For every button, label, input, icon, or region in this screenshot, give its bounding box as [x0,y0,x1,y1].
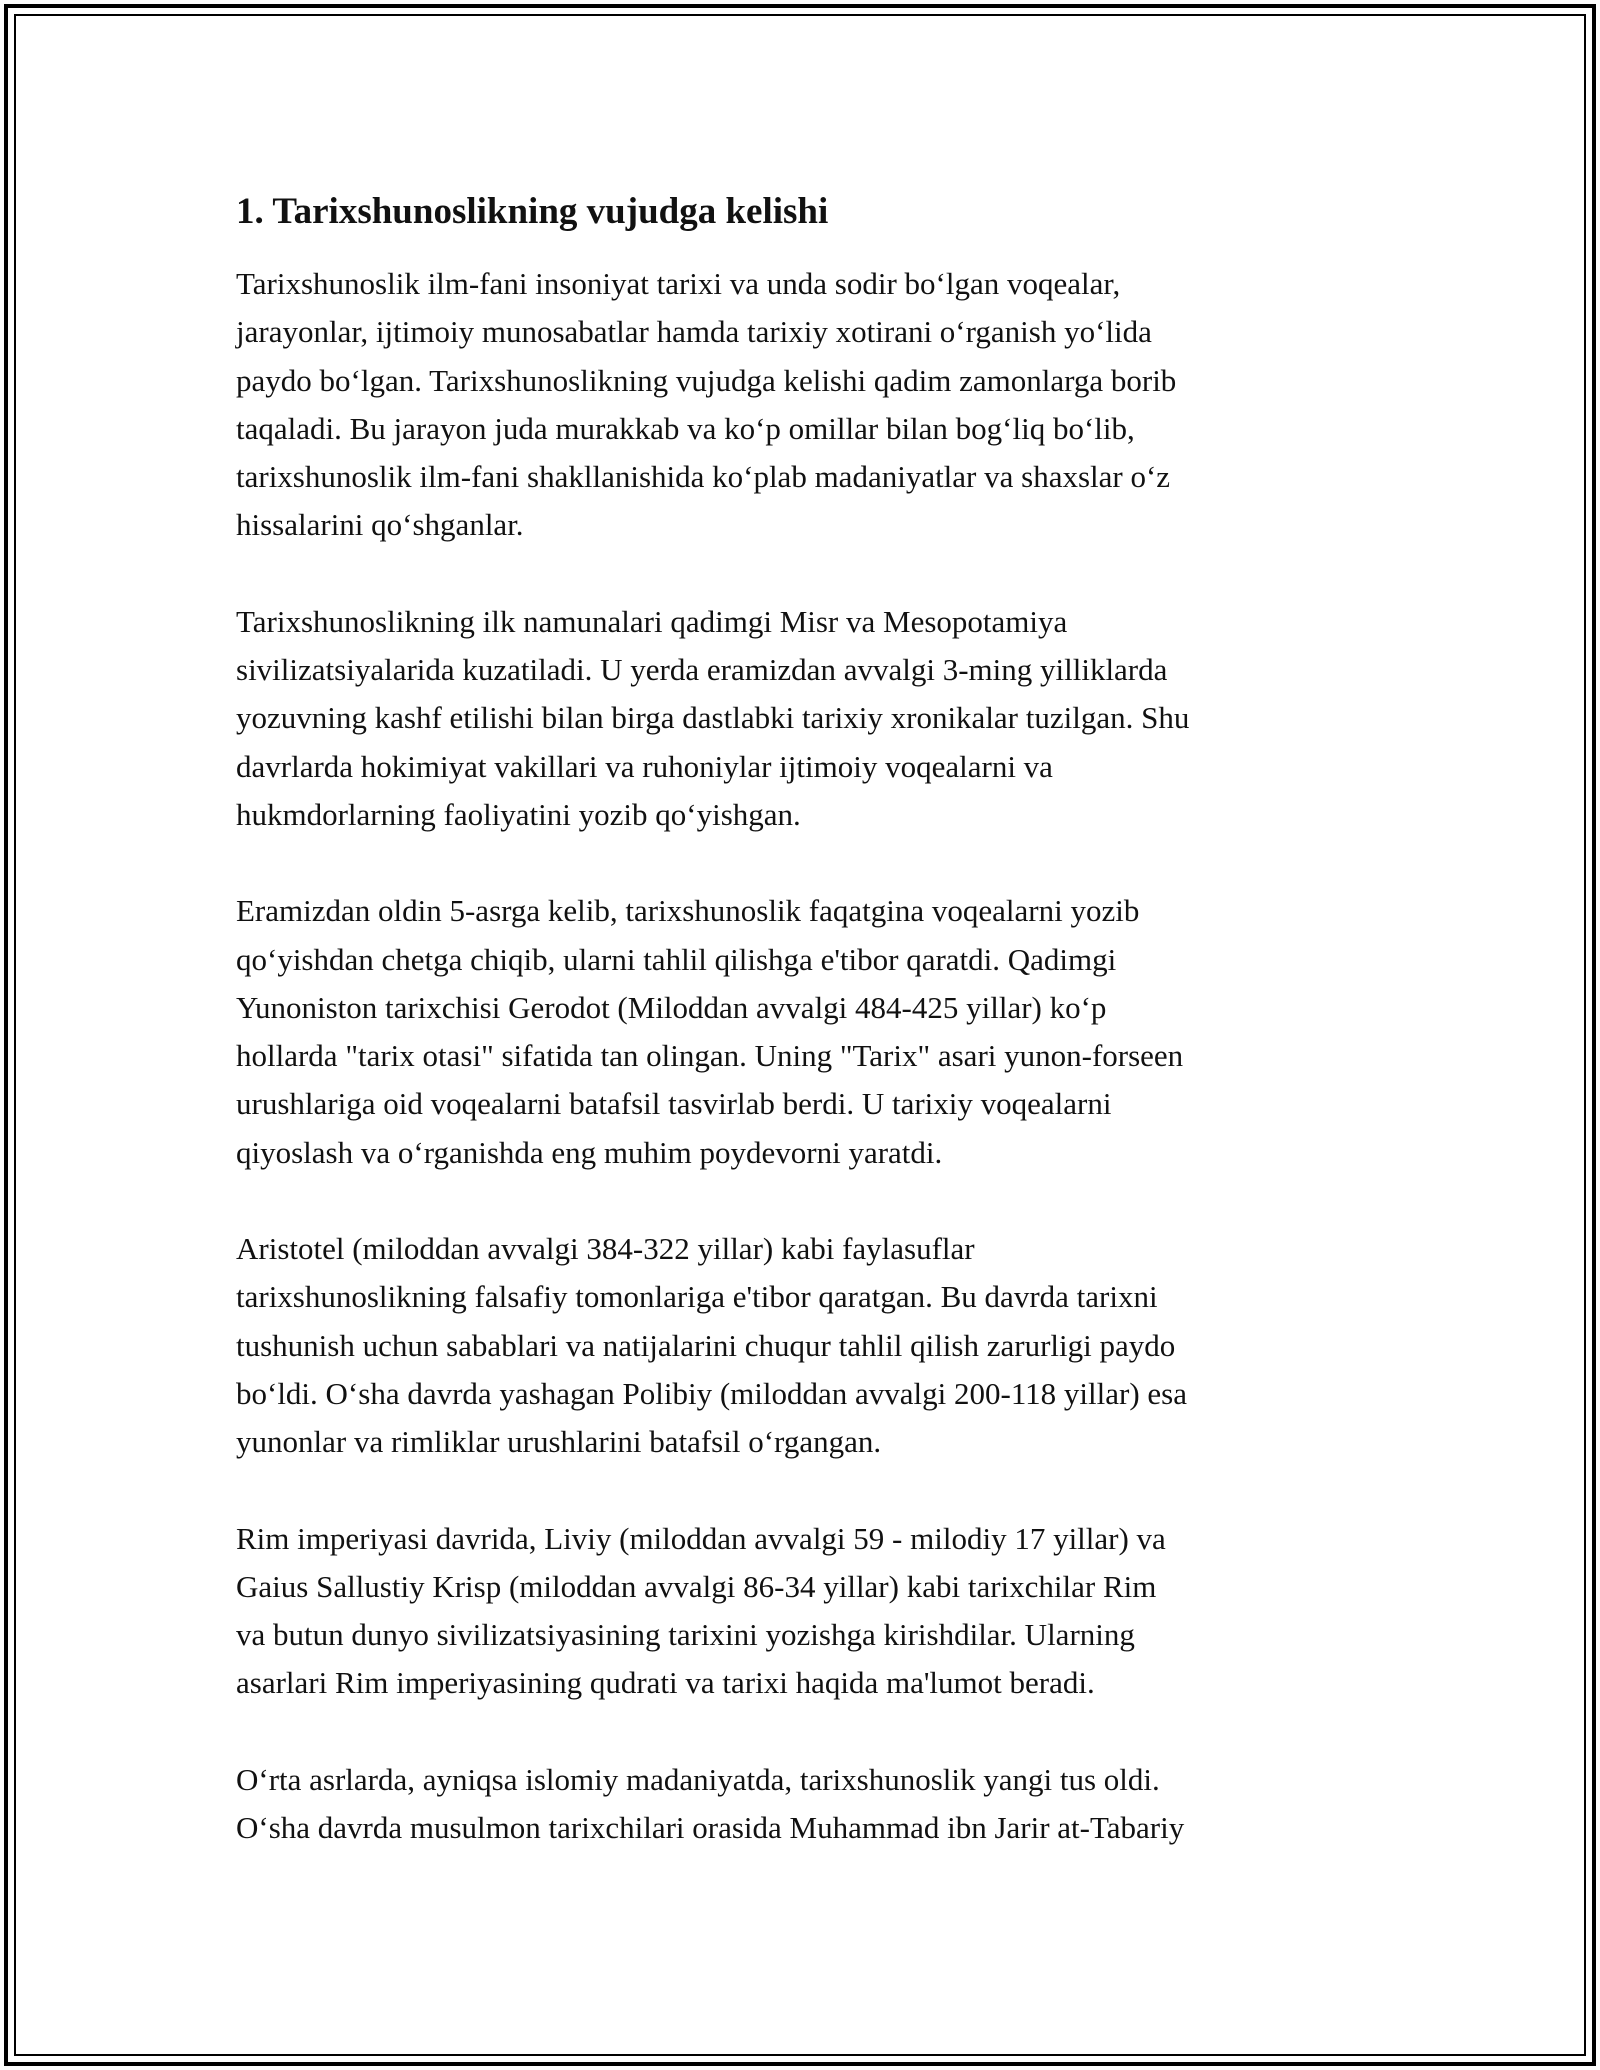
text-line: Gaius Sallustiy Krisp (miloddan avvalgi 86-34 yillar) kabi tarixchilar Rim [236,1568,1157,1604]
text-line: qo‘yishdan chetga chiqib, ularni tahlil qilishga e'tibor qaratdi. Qadimgi [236,941,1117,977]
text-line: O‘rta asrlarda, ayniqsa islomiy madaniyatda, tarixshunoslik yangi tus oldi. [236,1761,1160,1797]
paragraph-5 [236,1515,1386,1708]
text-line: yozuvning kashf etilishi bilan birga dastlabki tarixiy xronikalar tuzilgan. Shu [236,700,1190,736]
text-line: hukmdorlarning faoliyatini yozib qo‘yishgan. [236,796,801,832]
paragraph-4 [236,1225,1386,1466]
text-line: Tarixshunoslikning ilk namunalari qadimgi Misr va Mesopotamiya [236,603,1068,639]
text-line: Yunoniston tarixchisi Gerodot (Miloddan avvalgi 484-425 yillar) ko‘p [236,989,1107,1025]
text-line: qiyoslash va o‘rganishda eng muhim poydevorni yaratdi. [236,1134,943,1170]
document-body [236,188,1386,1900]
paragraph-1 [236,260,1386,550]
text-line: jarayonlar, ijtimoiy munosabatlar hamda tarixiy xotirani o‘rganish yo‘lida [236,314,1152,350]
text-line: Rim imperiyasi davrida, Liviy (miloddan avvalgi 59 - milodiy 17 yillar) va [236,1520,1166,1556]
text-line: va butun dunyo sivilizatsiyasining tarixini yozishga kirishdilar. Ularning [236,1617,1135,1653]
section-heading: 1. Tarixshunoslikning vujudga kelishi [236,191,829,232]
text-line: tarixshunoslikning falsafiy tomonlariga e'tibor qaratgan. Bu davrda tarixni [236,1279,1158,1315]
text-line: tarixshunoslik ilm-fani shakllanishida ko‘plab madaniyatlar va shaxslar o‘z [236,459,1171,495]
text-line: hollarda "tarix otasi" sifatida tan olingan. Uning "Tarix" asari yunon-forseen [236,1038,1184,1074]
text-line: taqaladi. Bu jarayon juda murakkab va ko‘p omillar bilan bog‘liq bo‘lib, [236,410,1135,446]
text-line: urushlariga oid voqealarni batafsil tasvirlab berdi. U tarixiy voqealarni [236,1086,1112,1122]
text-line: asarlari Rim imperiyasining qudrati va tarixi haqida ma'lumot beradi. [236,1665,1095,1701]
text-line: paydo bo‘lgan. Tarixshunoslikning vujudga kelishi qadim zamonlarga borib [236,362,1177,398]
text-line: Aristotel (miloddan avvalgi 384-322 yillar) kabi faylasuflar [236,1231,975,1267]
text-line: tushunish uchun sabablari va natijalarini chuqur tahlil qilish zarurligi paydo [236,1327,1176,1363]
text-line: Eramizdan oldin 5-asrga kelib, tarixshunoslik faqatgina voqealarni yozib [236,893,1140,929]
text-line: hissalarini qo‘shganlar. [236,507,524,543]
paragraph-2 [236,598,1386,839]
text-line: yunonlar va rimliklar urushlarini batafsil o‘rgangan. [236,1424,882,1460]
text-line: O‘sha davrda musulmon tarixchilari orasida Muhammad ibn Jarir at-Tabariy [236,1810,1185,1846]
paragraph-3 [236,887,1386,1177]
text-line: sivilizatsiyalarida kuzatiladi. U yerda eramizdan avvalgi 3-ming yilliklarda [236,652,1168,688]
text-line: Tarixshunoslik ilm-fani insoniyat tarixi va unda sodir bo‘lgan voqealar, [236,266,1121,301]
text-line: davrlarda hokimiyat vakillari va ruhoniylar ijtimoiy voqealarni va [236,748,1053,784]
paragraph-6 [236,1756,1386,1853]
text-line: bo‘ldi. O‘sha davrda yashagan Polibiy (miloddan avvalgi 200-118 yillar) esa [236,1375,1188,1411]
